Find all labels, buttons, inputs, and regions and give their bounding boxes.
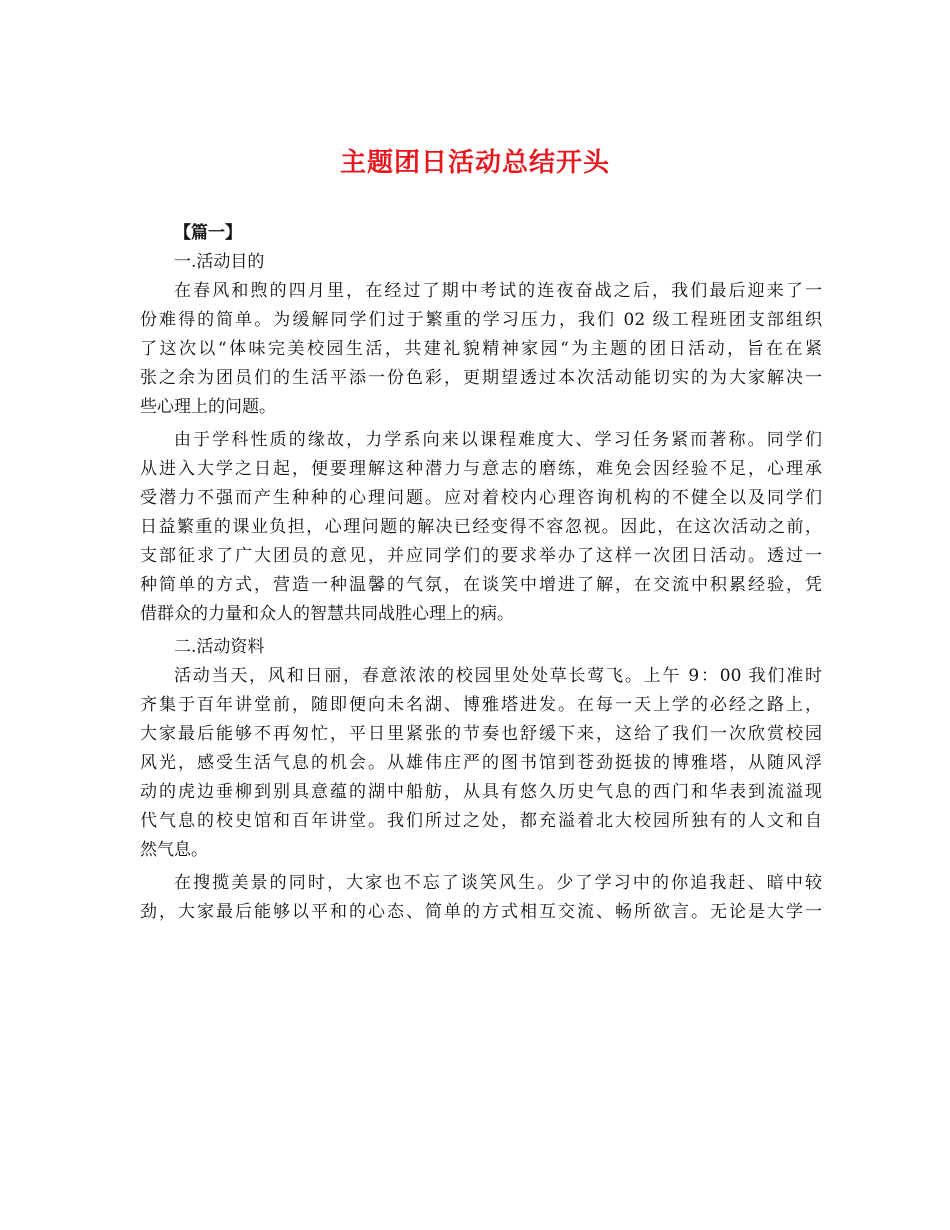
- paragraph: [140, 426, 822, 629]
- section-heading-content: 二.活动资料: [174, 637, 265, 657]
- paragraph: [140, 869, 822, 927]
- paragraph-line: 了这次以“体味完美校园生活，共建礼貌精神家园“为主题的团日活动，旨在在紧: [140, 339, 822, 359]
- paragraph-line: 风光，感受生活气息的机会。从雄伟庄严的图书馆到苍劲挺拔的博雅塔，从随风浮: [140, 753, 822, 773]
- paragraph-line: 支部征求了广大团员的意见，并应同学们的要求举办了这样一次团日活动。透过一: [140, 546, 822, 566]
- paragraph-line: 动的虎边垂柳到别具意蕴的湖中船舫，从具有悠久历史气息的西门和华表到流溢现: [140, 782, 822, 802]
- paragraph-line: 大家最后能够不再匆忙，平日里紧张的节奏也舒缓下来，这给了我们一次欣赏校园: [140, 724, 822, 744]
- paragraph-line: 借群众的力量和众人的智慧共同战胜心理上的病。: [140, 604, 514, 624]
- paragraph-line: 由于学科性质的缘故，力学系向来以课程难度大、学习任务紧而著称。同学们: [174, 430, 822, 450]
- paragraph-line: 受潜力不强而产生种种的心理问题。应对着校内心理咨询机构的不健全以及同学们: [140, 488, 822, 508]
- paragraph-line: 些心理上的问题。: [140, 397, 276, 417]
- paragraph-line: 代气息的校史馆和百年讲堂。我们所过之处，都充溢着北大校园所独有的人文和自: [140, 811, 822, 831]
- paragraph-line: 劲，大家最后能够以平和的心态、简单的方式相互交流、畅所欲言。无论是大学一: [140, 902, 822, 922]
- paragraph-line: 日益繁重的课业负担，心理问题的解决已经变得不容忽视。因此，在这次活动之前，: [140, 517, 822, 537]
- paragraph-line: 在春风和煦的四月里，在经过了期中考试的连夜奋战之后，我们最后迎来了一: [174, 281, 822, 301]
- paragraph-line: 齐集于百年讲堂前，随即便向未名湖、博雅塔进发。在每一天上学的必经之路上，: [140, 695, 822, 715]
- part-label: 【篇一】: [174, 223, 242, 243]
- section-heading-purpose: 一.活动目的: [174, 252, 265, 272]
- paragraph-line: 活动当天，风和日丽，春意浓浓的校园里处处草长莺飞。上午 9：00 我们准时: [174, 666, 822, 686]
- paragraph-line: 份难得的简单。为缓解同学们过于繁重的学习压力，我们 02 级工程班团支部组织: [140, 310, 822, 330]
- paragraph: [140, 277, 822, 422]
- document-title: 主题团日活动总结开头: [339, 148, 610, 178]
- document-body: [140, 219, 822, 927]
- paragraph-line: 从进入大学之日起，便要理解这种潜力与意志的磨练，难免会因经验不足，心理承: [140, 459, 822, 479]
- paragraph-line: 种简单的方式，营造一种温馨的气氛，在谈笑中增进了解，在交流中积累经验，凭: [140, 575, 822, 595]
- paragraph-line: 张之余为团员们的生活平添一份色彩，更期望透过本次活动能切实的为大家解决一: [140, 368, 822, 388]
- paragraph-line: 在搜揽美景的同时，大家也不忘了谈笑风生。少了学习中的你追我赶、暗中较: [174, 873, 822, 893]
- paragraph: [140, 662, 822, 865]
- paragraph-line: 然气息。: [140, 840, 208, 860]
